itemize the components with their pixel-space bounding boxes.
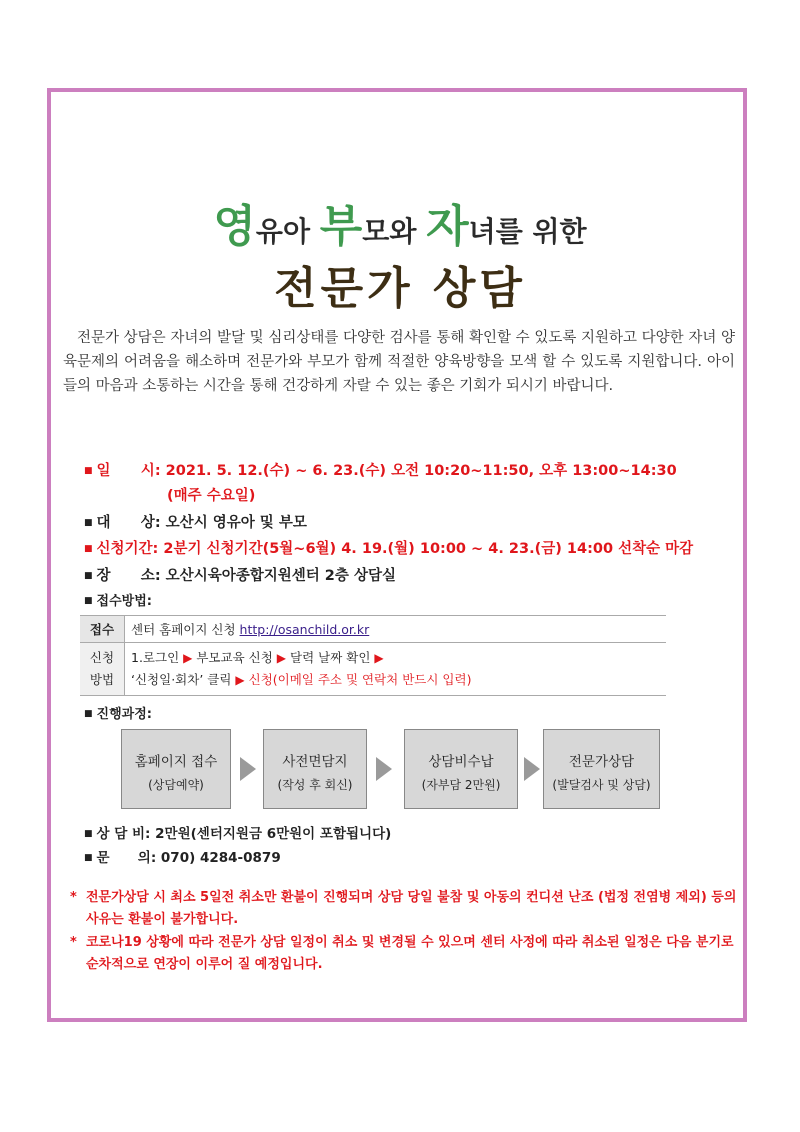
fee-label: 상 담 비 — [96, 826, 146, 842]
target-label: 대 상 — [96, 515, 155, 531]
method-table — [80, 615, 666, 696]
process-arrow-icon — [524, 757, 540, 781]
date-value: : 2021. 5. 12.(수) ~ 6. 23.(수) 오전 10:20~11:50, 오후 13:00~14:30 — [154, 463, 677, 479]
title-char-bu: 부 — [319, 201, 363, 252]
title-char-ja: 자 — [426, 201, 469, 252]
info-method-label: ■ 접수방법: — [84, 594, 152, 609]
info-date: ■ 일 시: 2021. 5. 12.(수) ~ 6. 23.(수) 오전 10:20~11:50, 오후 13:00~14:30 — [84, 463, 677, 479]
process-arrow-icon — [376, 757, 392, 781]
title-line-1 — [0, 190, 800, 254]
note-covid: * 코로나19 상황에 따라 전문가 상담 일정이 취소 및 변경될 수 있으며 센터 사정에 따라 취소된 일정은 다음 분기로 순차적으로 연장이 이루어 질 예정입니다. — [70, 935, 734, 972]
title-line-2: 전문가 상담 — [274, 263, 526, 314]
info-place: ■ 장 소: 오산시육아종합지원센터 2층 상담실 — [84, 568, 396, 584]
info-contact: ■ 문 의: 070) 4284-0879 — [84, 850, 281, 866]
title-char-young: 영 — [213, 201, 256, 252]
note-refund: * 전문가상담 시 최소 5일전 취소만 환불이 진행되며 상담 당일 불참 및 아동의 컨디션 난조 (법정 전염병 제외) 등의 사유는 환불이 불가합니다. — [70, 890, 737, 927]
table-row — [80, 616, 666, 643]
target-value: : 오산시 영유아 및 부모 — [154, 515, 307, 531]
title-rest-2: 모와 — [362, 215, 427, 248]
contact-label: 문 의 — [96, 850, 151, 866]
place-label: 장 소 — [96, 568, 155, 584]
method-cell: 1.로그인 ▶ 부모교육 신청 ▶ 달력 날짜 확인 ▶ ‘신청일·회차’ 클릭 ▶ 신청(이메일 주소 및 연락처 반드시 입력) — [125, 643, 667, 696]
receipt-cell: 센터 홈페이지 신청 http://osanchild.or.kr — [125, 616, 667, 643]
arrow-icon: ▶ — [276, 651, 287, 665]
info-date-sub: (매주 수요일) — [167, 488, 256, 504]
arrow-icon: ▶ — [235, 673, 245, 687]
info-target: ■ 대 상: 오산시 영유아 및 부모 — [84, 515, 307, 531]
process-arrow-icon — [240, 757, 256, 781]
info-fee: ■ 상 담 비: 2만원(센터지원금 6만원이 포함됩니다) — [84, 826, 392, 842]
table-row — [80, 643, 666, 696]
info-apply: ■ 신청기간: 2분기 신청기간(5월~6월) 4. 19.(월) 10:00 ~ 4. 23.(금) 14:00 선착순 마감 — [84, 541, 694, 557]
process-step-2: 사전면담지 (작성 후 회신) — [263, 729, 367, 809]
place-value: : 오산시육아종합지원센터 2층 상담실 — [154, 568, 396, 584]
info-process-label: ■ 진행과정: — [84, 707, 152, 722]
fee-value: : 2만원(센터지원금 6만원이 포함됩니다) — [145, 826, 392, 842]
row-head-method: 신청 방법 — [80, 643, 125, 696]
apply-label: 신청기간 — [96, 541, 153, 557]
row-head-receipt: 접수 — [80, 616, 125, 643]
date-label: 일 시 — [96, 463, 155, 479]
title-rest-3: 녀를 위한 — [468, 215, 587, 248]
process-step-1: 홈페이지 접수 (상담예약) — [121, 729, 231, 809]
homepage-link[interactable]: http://osanchild.or.kr — [239, 622, 370, 637]
arrow-icon: ▶ — [374, 651, 384, 665]
intro-paragraph: 전문가 상담은 자녀의 발달 및 심리상태를 다양한 검사를 통해 확인할 수 있도록 지원하고 다양한 자녀 양육문제의 어려움을 해소하며 전문가와 부모가 함께 적절한 양육방향을 모색 할 수 있도록 지원합니다. 아이들의 마음과 소통하는 시간을 통해 건강하게 자랄 수 있는 좋은 기회가 되시기 바랍니다. — [63, 330, 735, 394]
title-rest-1: 유아 — [255, 215, 320, 248]
process-step-4: 전문가상담 (발달검사 및 상담) — [543, 729, 660, 809]
arrow-icon: ▶ — [183, 651, 193, 665]
apply-value: : 2분기 신청기간(5월~6월) 4. 19.(월) 10:00 ~ 4. 23.(금) 14:00 선착순 마감 — [152, 541, 694, 557]
contact-value: : 070) 4284-0879 — [150, 850, 281, 866]
process-step-3: 상담비수납 (자부담 2만원) — [404, 729, 518, 809]
